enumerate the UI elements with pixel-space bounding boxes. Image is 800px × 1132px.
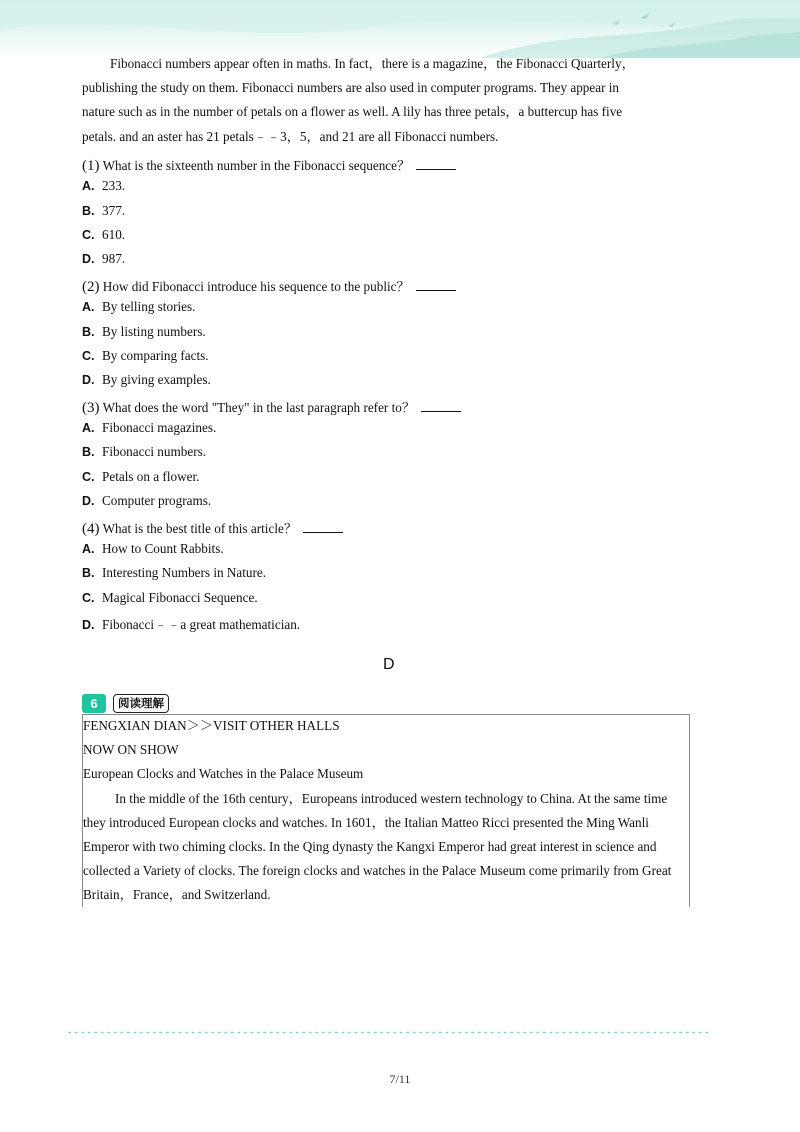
option-text: By giving examples. <box>102 372 211 387</box>
question-3 <box>82 397 461 417</box>
option-d[interactable] <box>82 614 300 633</box>
option-letter: C. <box>82 349 95 363</box>
option-text: Petals on a flower. <box>102 469 200 484</box>
option-b[interactable] <box>82 203 125 219</box>
question-number: (2) <box>82 279 100 295</box>
option-c[interactable] <box>82 227 125 243</box>
option-c[interactable] <box>82 348 209 364</box>
intro-line: petals. and an aster has 21 petals﹣﹣3，5，and 21 are all Fibonacci numbers. <box>82 128 499 144</box>
answer-blank[interactable] <box>303 520 343 533</box>
question-text: What is the sixteenth number in the Fibonacci sequence？ <box>102 158 411 173</box>
intro-line: publishing the study on them. Fibonacci numbers are also used in computer programs. They appear in <box>82 80 620 96</box>
option-text: By comparing facts. <box>102 348 209 363</box>
section-heading: D <box>383 656 395 673</box>
intro-paragraph <box>82 52 672 149</box>
reading-passage <box>83 714 685 908</box>
question-number: (1) <box>82 158 100 174</box>
answer-blank[interactable] <box>421 399 461 412</box>
option-d[interactable] <box>82 251 125 267</box>
intro-line: Fibonacci numbers appear often in maths. In fact，there is a magazine，the Fibonacci Quarterly， <box>110 56 635 71</box>
option-b[interactable] <box>82 565 266 581</box>
option-letter: C. <box>82 591 95 605</box>
question-text: How did Fibonacci introduce his sequence to the public？ <box>102 279 410 294</box>
option-c[interactable] <box>82 590 258 606</box>
question-text: What is the best title of this article？ <box>102 521 298 536</box>
option-letter: D. <box>82 373 95 387</box>
option-letter: D. <box>82 494 95 508</box>
passage-body: In the middle of the 16th century，Europeans introduced western technology to China. At the same time they introduced European clocks and watches. In 1601，the Italian Matteo Ricci presented the Ming Wanli Emperor with two chiming clocks. In the Qing dynasty the Kangxi Emperor had great interest in science and collected a Variety of clocks. The foreign clocks and watches in the Palace Museum come primarily from Great Britain，France，and Switzerland. <box>83 790 672 903</box>
option-a[interactable] <box>82 420 216 436</box>
question-1 <box>82 155 456 175</box>
header-decoration <box>0 0 800 58</box>
option-text: Fibonacci magazines. <box>102 420 217 435</box>
option-letter: B. <box>82 325 95 339</box>
option-text: 610. <box>102 227 126 242</box>
option-letter: D. <box>82 252 95 266</box>
option-text: Interesting Numbers in Nature. <box>102 565 267 580</box>
option-letter: A. <box>82 300 95 314</box>
option-a[interactable] <box>82 178 125 194</box>
option-text: 377. <box>102 203 126 218</box>
option-text: Computer programs. <box>102 493 212 508</box>
option-c[interactable] <box>82 469 199 485</box>
option-text: Fibonacci numbers. <box>102 444 207 459</box>
option-letter: C. <box>82 228 95 242</box>
option-text: 233. <box>102 178 126 193</box>
option-text: By telling stories. <box>102 299 196 314</box>
option-letter: A. <box>82 542 95 556</box>
question-4 <box>82 518 343 538</box>
option-d[interactable] <box>82 372 211 388</box>
option-text: Fibonacci﹣﹣a great mathematician. <box>102 617 301 632</box>
option-text: 987. <box>102 251 126 266</box>
question-2 <box>82 276 456 296</box>
option-text: Magical Fibonacci Sequence. <box>102 590 258 605</box>
footer-dotted-rule <box>68 1031 710 1034</box>
intro-line: nature such as in the number of petals on a flower as well. A lily has three petals，a buttercup has five <box>82 104 623 120</box>
option-a[interactable] <box>82 299 195 315</box>
option-text: By listing numbers. <box>102 324 206 339</box>
question-number: (4) <box>82 521 100 537</box>
option-letter: B. <box>82 204 95 218</box>
answer-blank[interactable] <box>416 157 456 170</box>
question-number: (3) <box>82 400 100 416</box>
option-letter: B. <box>82 445 95 459</box>
question-number-badge: 6 <box>82 694 106 713</box>
option-letter: B. <box>82 566 95 580</box>
option-text: How to Count Rabbits. <box>102 541 224 556</box>
option-d[interactable] <box>82 493 211 509</box>
header-wave-graphic <box>0 0 800 58</box>
passage-line: European Clocks and Watches in the Palace Museum <box>83 766 364 782</box>
passage-line: FENGXIAN DIAN＞＞VISIT OTHER HALLS <box>83 718 340 733</box>
question-type-badge: 阅读理解 <box>113 694 169 713</box>
option-letter: C. <box>82 470 95 484</box>
answer-blank[interactable] <box>416 278 456 291</box>
question-text: What does the word "They" in the last paragraph refer to？ <box>102 400 416 415</box>
option-letter: A. <box>82 179 95 193</box>
option-b[interactable] <box>82 324 206 340</box>
option-letter: A. <box>82 421 95 435</box>
option-b[interactable] <box>82 444 206 460</box>
passage-line: NOW ON SHOW <box>83 742 179 758</box>
option-a[interactable] <box>82 541 224 557</box>
option-letter: D. <box>82 618 95 632</box>
page-number: 7/11 <box>389 1072 411 1086</box>
